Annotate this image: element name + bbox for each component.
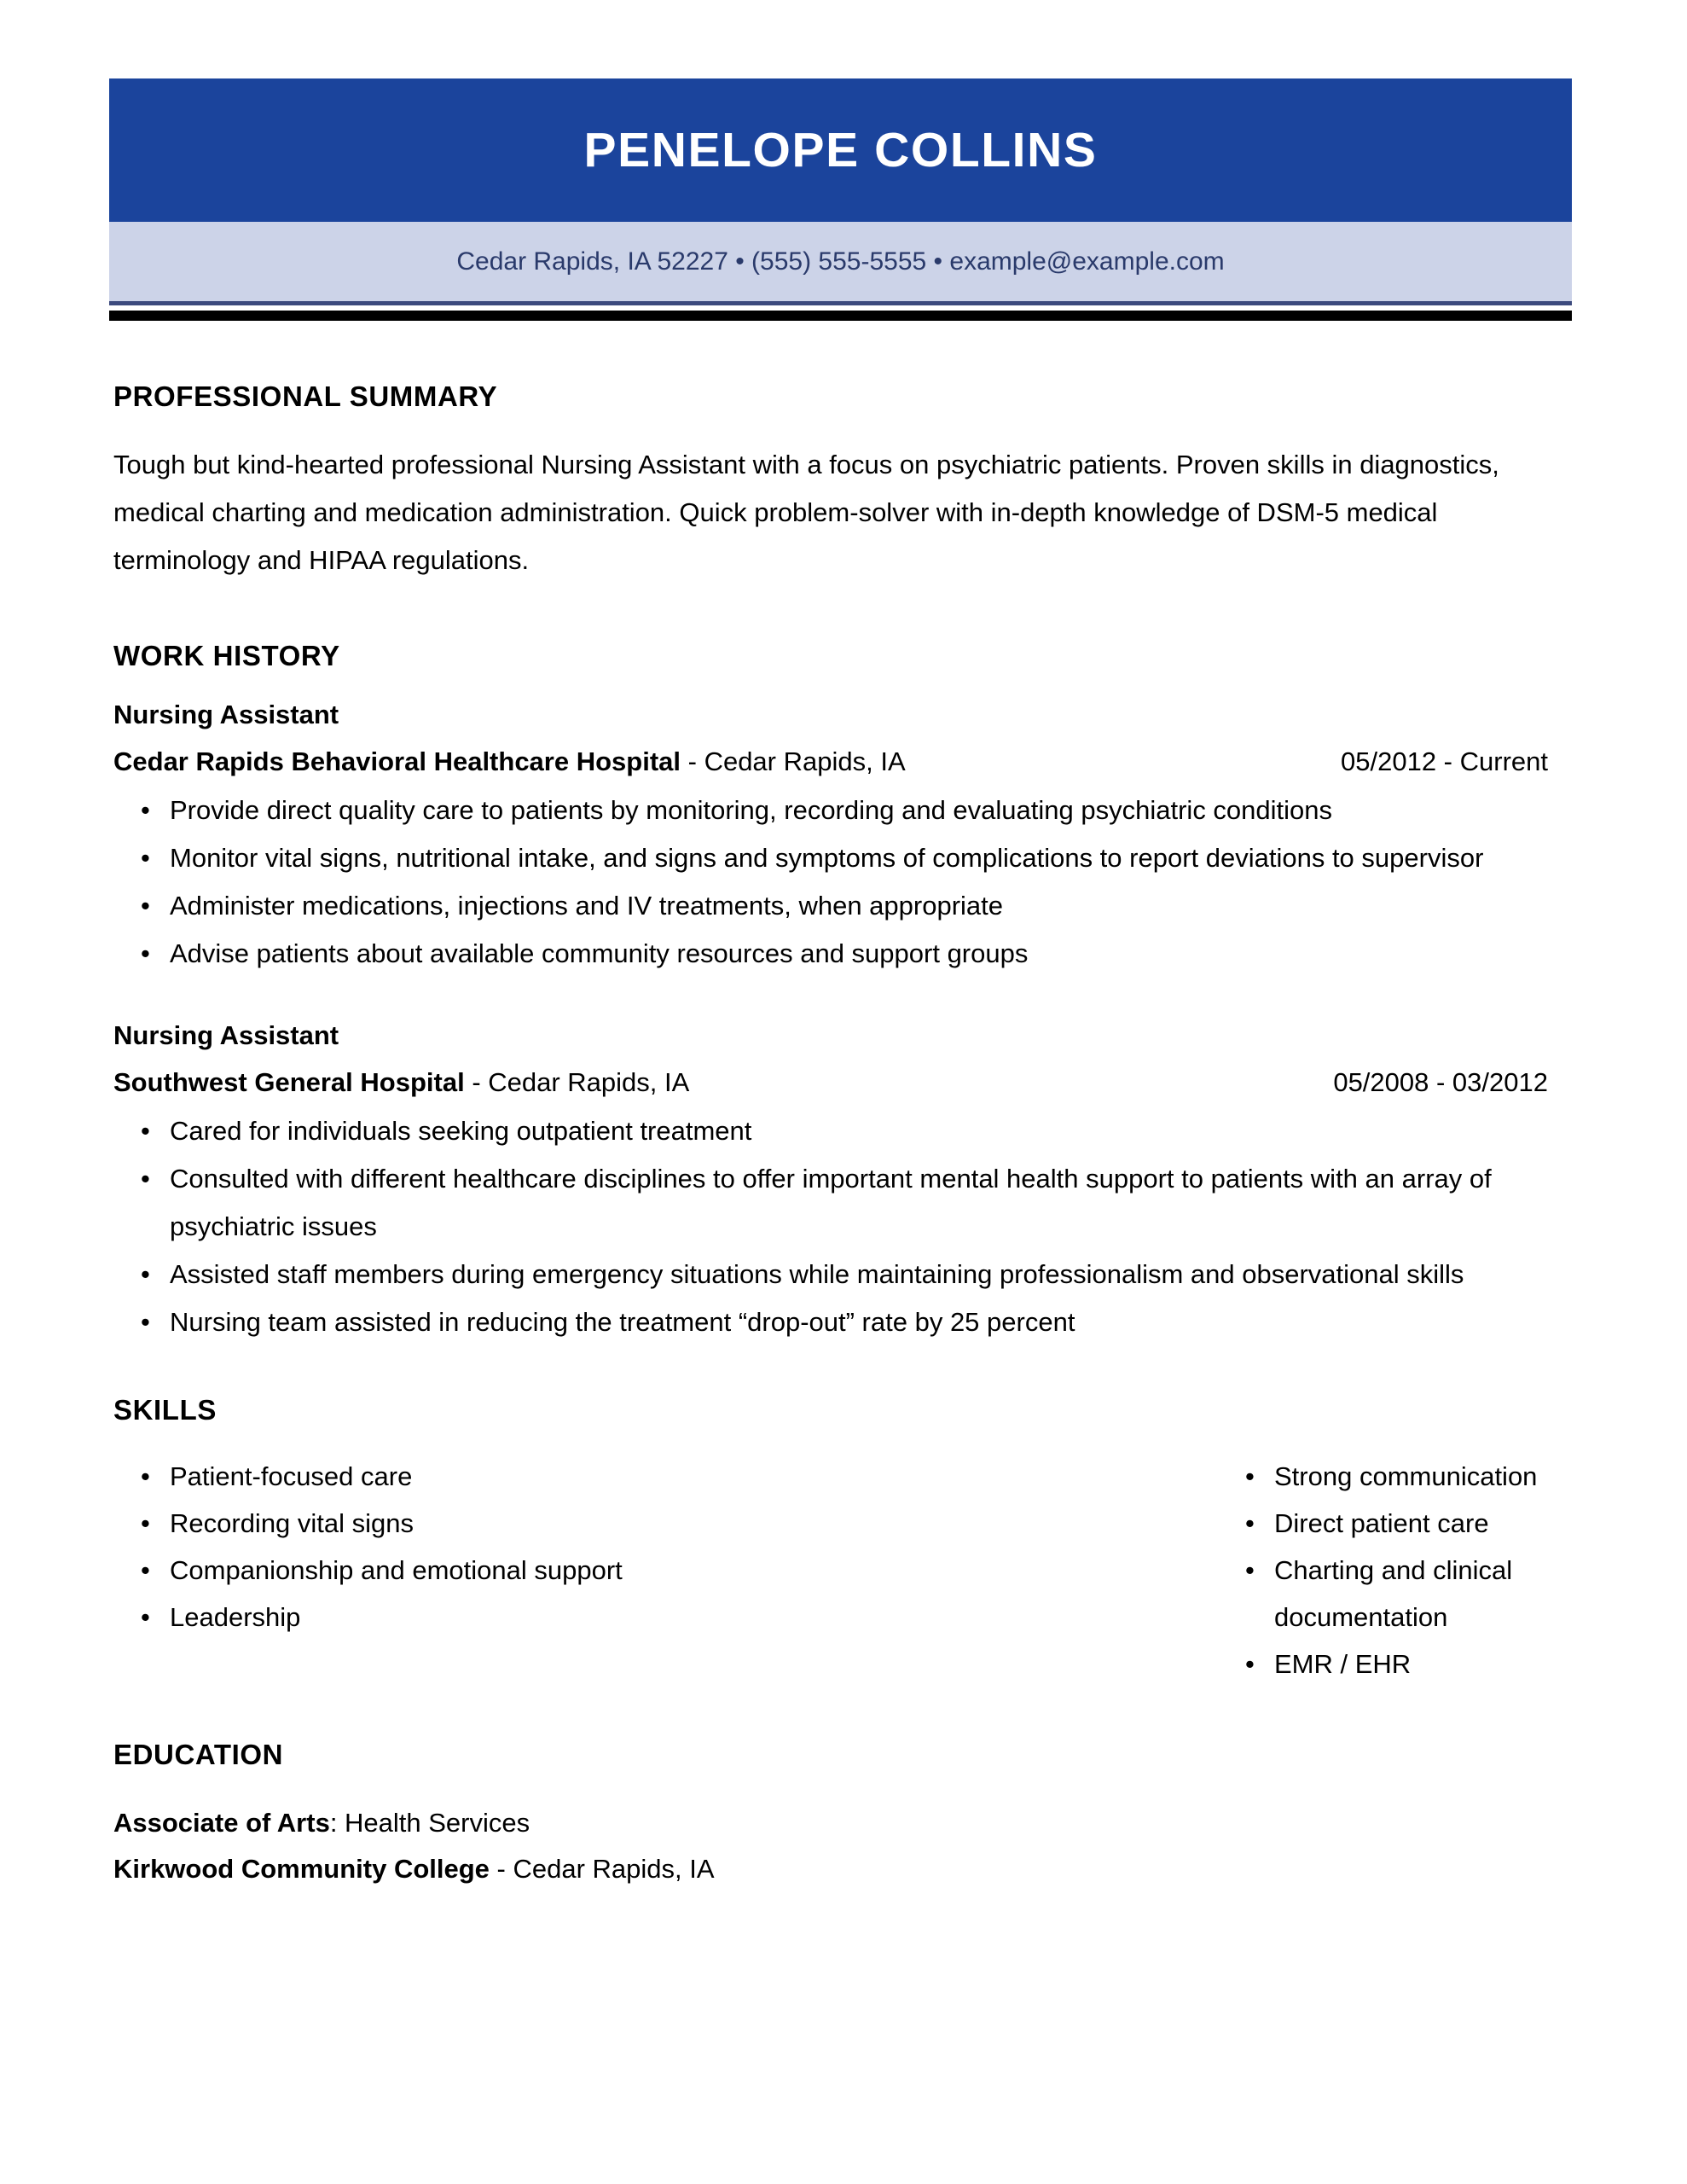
section-education	[113, 1740, 1548, 1892]
job-bullet: • Assisted staff members during emergency situations while maintaining professionalism and observational skills	[113, 1251, 1548, 1298]
job-bullet: • Cared for individuals seeking outpatient treatment	[113, 1107, 1548, 1155]
education-field: : Health Services	[329, 1808, 530, 1838]
skill-item: • Companionship and emotional support	[113, 1547, 831, 1594]
job-bullet: • Provide direct quality care to patients by monitoring, recording and evaluating psychiatric conditions	[113, 787, 1548, 834]
skills-list-left	[113, 1453, 831, 1641]
skills-grid	[113, 1453, 1548, 1687]
job-bullet: • Nursing team assisted in reducing the treatment “drop-out” rate by 25 percent	[113, 1298, 1548, 1346]
job-employer-line	[113, 1069, 1548, 1095]
job-location: - Cedar Rapids, IA	[681, 746, 906, 776]
section-skills	[113, 1396, 1548, 1687]
education-school-line	[113, 1846, 1548, 1892]
header-divider-thick	[109, 311, 1572, 321]
job-employer: Cedar Rapids Behavioral Healthcare Hospital	[113, 746, 681, 776]
skill-item: • Direct patient care	[1274, 1500, 1548, 1547]
section-title-education: EDUCATION	[113, 1739, 284, 1770]
skill-item: • Leadership	[113, 1594, 831, 1641]
name-band	[109, 78, 1572, 222]
education-school-location: - Cedar Rapids, IA	[489, 1854, 715, 1884]
professional-summary-text: Tough but kind-hearted professional Nursing Assistant with a focus on psychiatric patients. Proven skills in diagnostics, medical charting and medication administration. Quick problem-solver with in-depth knowledge of DSM-5 medical terminology and HIPAA regulations.	[113, 450, 1499, 575]
job-employer-line	[113, 748, 1548, 775]
job-title: Nursing Assistant	[113, 1020, 339, 1050]
section-work-history	[113, 642, 1548, 1346]
section-title-professional-summary: PROFESSIONAL SUMMARY	[113, 380, 498, 412]
section-professional-summary	[113, 382, 1548, 584]
work-entry	[113, 1022, 1548, 1346]
job-title: Nursing Assistant	[113, 700, 339, 729]
education-entry	[113, 1800, 1548, 1892]
skill-item: • Charting and clinical documentation	[1274, 1547, 1548, 1641]
resume-header	[109, 78, 1572, 321]
education-school: Kirkwood Community College	[113, 1854, 490, 1884]
contact-band	[109, 222, 1572, 301]
job-bullet: • Monitor vital signs, nutritional intake, and signs and symptoms of complications to report deviations to supervisor	[113, 834, 1548, 882]
job-dates: 05/2012 - Current	[1341, 746, 1548, 776]
contact-line: Cedar Rapids, IA 52227 • (555) 555-5555 • example@example.com	[456, 247, 1225, 276]
education-degree: Associate of Arts	[113, 1808, 330, 1838]
skills-column-left	[113, 1453, 831, 1687]
job-employer-group	[113, 1069, 689, 1095]
job-bullet: • Consulted with different healthcare disciplines to offer important mental health support to patients with an array of psychiatric issues	[113, 1155, 1548, 1251]
resume-body	[113, 382, 1548, 1892]
candidate-name: PENELOPE COLLINS	[583, 122, 1098, 177]
job-dates: 05/2008 - 03/2012	[1333, 1067, 1548, 1097]
job-employer-group	[113, 748, 906, 775]
section-title-skills: SKILLS	[113, 1394, 217, 1426]
skills-column-right	[831, 1453, 1548, 1687]
job-bullet: • Administer medications, injections and IV treatments, when appropriate	[113, 882, 1548, 930]
job-bullet: • Advise patients about available community resources and support groups	[113, 930, 1548, 978]
skill-item: • Patient-focused care	[113, 1453, 831, 1500]
skill-item: • Strong communication	[1274, 1453, 1548, 1500]
work-entry	[113, 701, 1548, 978]
job-bullet-list	[113, 787, 1548, 978]
skill-item: • Recording vital signs	[113, 1500, 831, 1547]
job-employer: Southwest General Hospital	[113, 1067, 465, 1097]
education-degree-line	[113, 1800, 1548, 1846]
skills-list-right	[1274, 1453, 1548, 1687]
skill-item: • EMR / EHR	[1274, 1641, 1548, 1687]
job-location: - Cedar Rapids, IA	[464, 1067, 690, 1097]
job-bullet-list	[113, 1107, 1548, 1346]
section-title-work-history: WORK HISTORY	[113, 640, 340, 671]
